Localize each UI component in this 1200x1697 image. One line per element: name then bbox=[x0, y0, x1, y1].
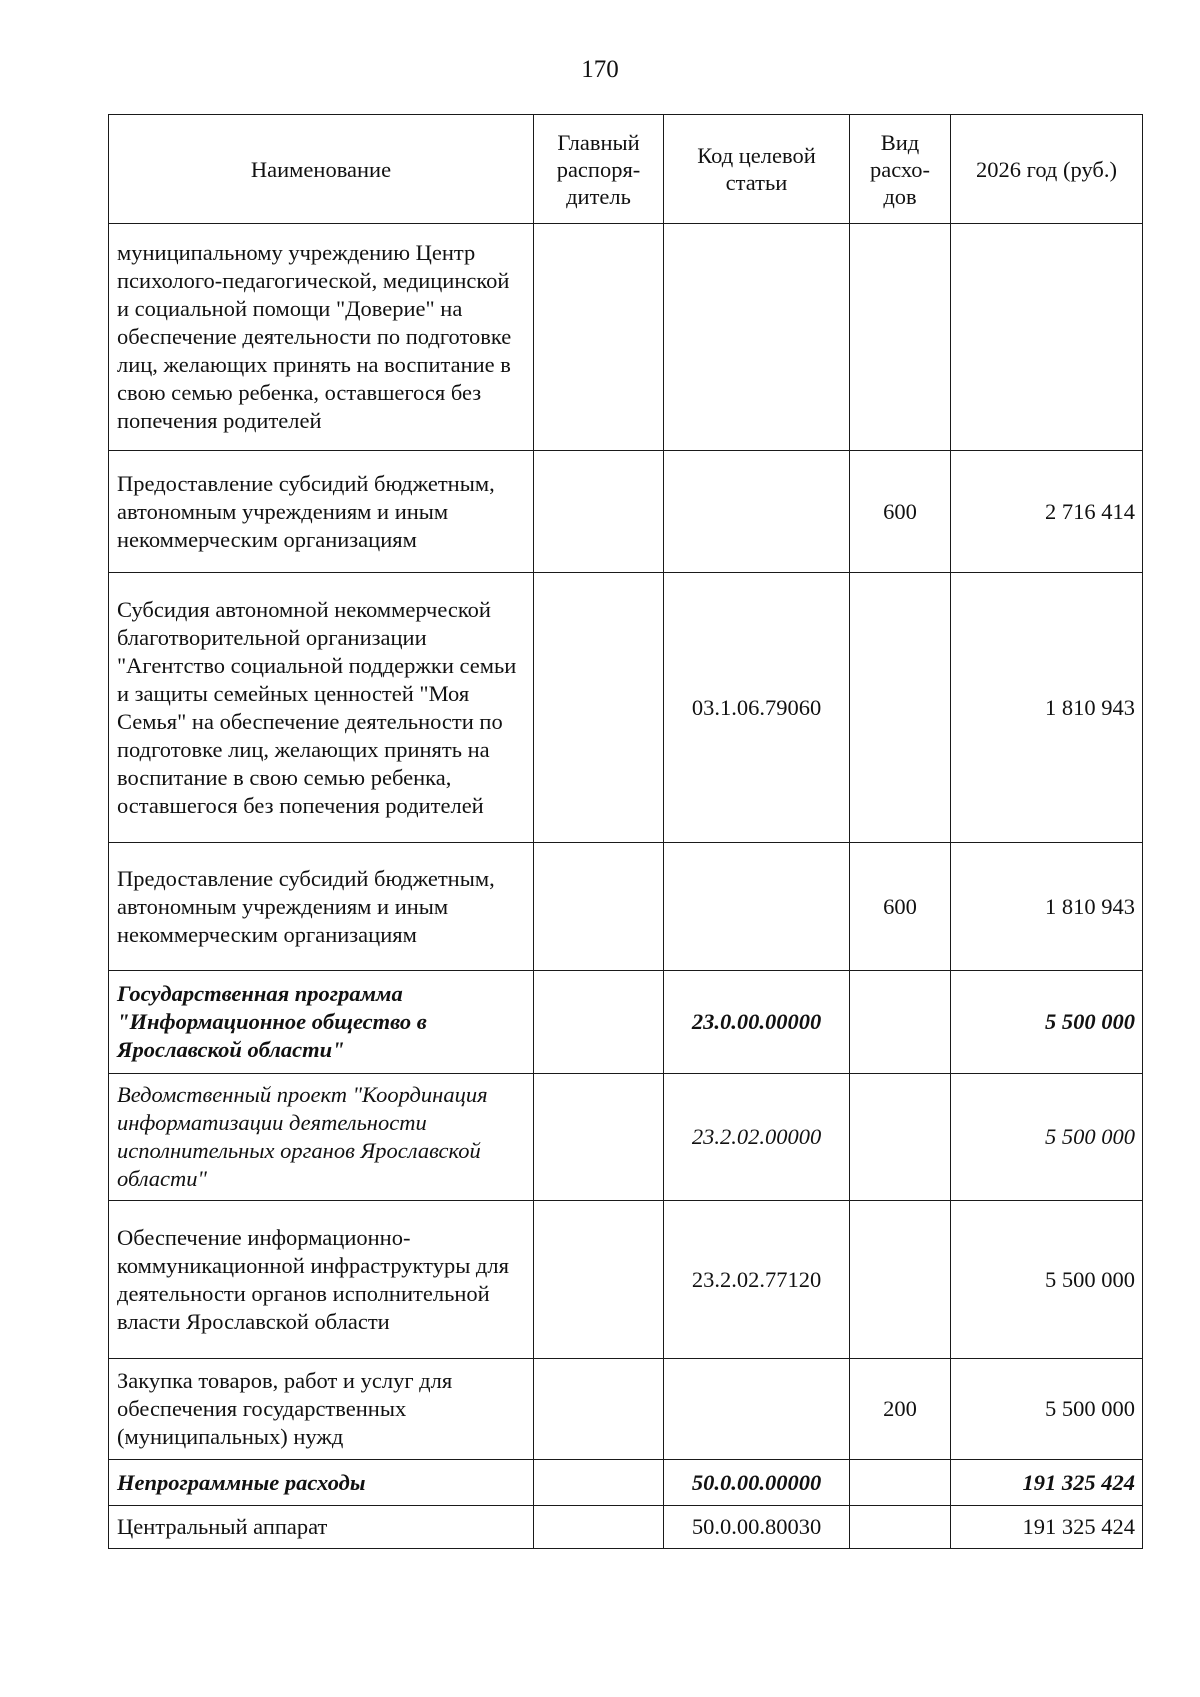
row-code bbox=[664, 843, 850, 971]
row-name: Государственная программа "Информационное общество в Ярославской области" bbox=[109, 971, 534, 1074]
row-vid bbox=[850, 1074, 951, 1201]
row-sum: 5 500 000 bbox=[951, 1359, 1143, 1460]
table-row bbox=[109, 971, 1143, 1074]
row-vid: 600 bbox=[850, 843, 951, 971]
row-name: Центральный аппарат bbox=[109, 1506, 534, 1549]
row-vid bbox=[850, 573, 951, 843]
table-row bbox=[109, 843, 1143, 971]
page-number: 170 bbox=[581, 56, 619, 83]
row-name: Предоставление субсидий бюджетным, автономным учреждениям и иным некоммерческим организациям bbox=[109, 451, 534, 573]
row-grbs bbox=[534, 843, 664, 971]
row-vid: 200 bbox=[850, 1359, 951, 1460]
row-vid bbox=[850, 1506, 951, 1549]
row-grbs bbox=[534, 1460, 664, 1506]
table-row bbox=[109, 1506, 1143, 1549]
row-name: Субсидия автономной некоммерческой благотворительной организации "Агентство социальной поддержки семьи и защиты семейных ценностей "Моя Семья" на обеспечение деятельности по подготовке лиц, желающих принять на воспитание в свою семью ребенка, оставшегося без попечения родителей bbox=[109, 573, 534, 843]
row-sum: 5 500 000 bbox=[951, 971, 1143, 1074]
row-sum: 191 325 424 bbox=[951, 1506, 1143, 1549]
row-vid bbox=[850, 1460, 951, 1506]
row-grbs bbox=[534, 573, 664, 843]
table-row bbox=[109, 451, 1143, 573]
row-code bbox=[664, 1359, 850, 1460]
table-row bbox=[109, 1074, 1143, 1201]
row-name: муниципальному учреждению Центр психолого-педагогической, медицинской и социальной помощи "Доверие" на обеспечение деятельности по подготовке лиц, желающих принять на воспитание в свою семью ребенка, оставшегося без попечения родителей bbox=[109, 224, 534, 451]
table-row bbox=[109, 573, 1143, 843]
row-sum: 2 716 414 bbox=[951, 451, 1143, 573]
row-sum bbox=[951, 224, 1143, 451]
table-row bbox=[109, 1201, 1143, 1359]
row-sum: 191 325 424 bbox=[951, 1460, 1143, 1506]
header-vid: Вид расхо-дов bbox=[850, 115, 951, 224]
row-grbs bbox=[534, 224, 664, 451]
row-vid bbox=[850, 1201, 951, 1359]
table-header-row bbox=[109, 115, 1143, 224]
row-name: Предоставление субсидий бюджетным, автономным учреждениям и иным некоммерческим организациям bbox=[109, 843, 534, 971]
row-code: 23.0.00.00000 bbox=[664, 971, 850, 1074]
row-sum: 5 500 000 bbox=[951, 1201, 1143, 1359]
row-vid: 600 bbox=[850, 451, 951, 573]
row-code: 50.0.00.00000 bbox=[664, 1460, 850, 1506]
row-code bbox=[664, 451, 850, 573]
row-code: 50.0.00.80030 bbox=[664, 1506, 850, 1549]
row-sum: 1 810 943 bbox=[951, 843, 1143, 971]
row-name: Обеспечение информационно-коммуникационной инфраструктуры для деятельности органов исполнительной власти Ярославской области bbox=[109, 1201, 534, 1359]
row-code: 23.2.02.00000 bbox=[664, 1074, 850, 1201]
row-grbs bbox=[534, 1506, 664, 1549]
header-sum: 2026 год (руб.) bbox=[951, 115, 1143, 224]
row-vid bbox=[850, 971, 951, 1074]
row-grbs bbox=[534, 1201, 664, 1359]
budget-table bbox=[108, 114, 1143, 1549]
header-grbs: Главный распоря-дитель bbox=[534, 115, 664, 224]
header-code: Код целевой статьи bbox=[664, 115, 850, 224]
table-row bbox=[109, 1359, 1143, 1460]
table-row bbox=[109, 224, 1143, 451]
row-sum: 1 810 943 bbox=[951, 573, 1143, 843]
row-grbs bbox=[534, 451, 664, 573]
table-body bbox=[109, 224, 1143, 1549]
row-name: Ведомственный проект "Координация информатизации деятельности исполнительных органов Ярославской области" bbox=[109, 1074, 534, 1201]
row-vid bbox=[850, 224, 951, 451]
row-grbs bbox=[534, 1074, 664, 1201]
row-grbs bbox=[534, 971, 664, 1074]
row-code bbox=[664, 224, 850, 451]
row-code: 23.2.02.77120 bbox=[664, 1201, 850, 1359]
row-name: Непрограммные расходы bbox=[109, 1460, 534, 1506]
header-name: Наименование bbox=[109, 115, 534, 224]
row-name: Закупка товаров, работ и услуг для обеспечения государственных (муниципальных) нужд bbox=[109, 1359, 534, 1460]
row-code: 03.1.06.79060 bbox=[664, 573, 850, 843]
table-row bbox=[109, 1460, 1143, 1506]
row-grbs bbox=[534, 1359, 664, 1460]
row-sum: 5 500 000 bbox=[951, 1074, 1143, 1201]
